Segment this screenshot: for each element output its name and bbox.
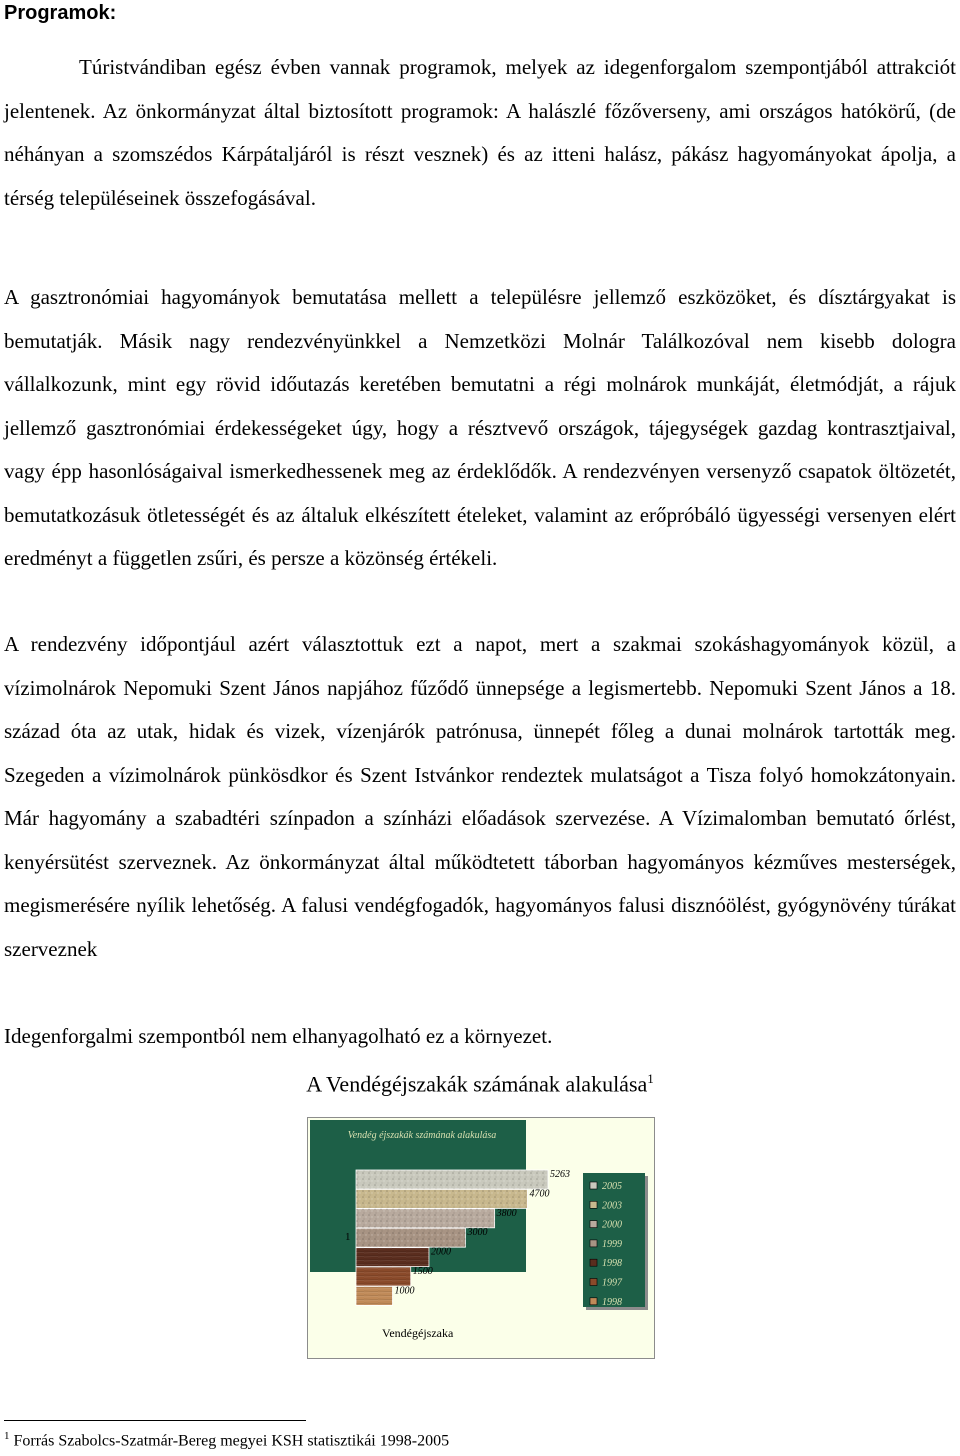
legend-swatch-1998 (590, 1298, 597, 1305)
bar-texture-4700 (356, 1189, 527, 1208)
bar-texture-1000 (356, 1286, 392, 1305)
footnote (4, 1430, 449, 1450)
legend-swatch-1998 (590, 1259, 597, 1266)
chart-container (307, 1117, 655, 1359)
legend-swatch-2000 (590, 1221, 597, 1228)
legend-label-2000: 2000 (602, 1219, 622, 1231)
legend-label-1998: 1998 (602, 1258, 622, 1270)
data-label-1000: 1000 (394, 1285, 415, 1297)
bar-texture-5263 (356, 1170, 548, 1189)
legend-swatch-2003 (590, 1201, 597, 1208)
data-label-3800: 3800 (496, 1207, 517, 1219)
data-label-3000: 3000 (467, 1227, 488, 1239)
footnote-divider (4, 1420, 306, 1421)
x-axis-label: Vendégéjszaka (382, 1326, 454, 1340)
legend (583, 1173, 648, 1310)
legend-swatch-1997 (590, 1279, 597, 1286)
data-label-2000: 2000 (430, 1246, 451, 1258)
paragraph-3: A rendezvény időpontjául azért választottuk ezt a napot, mert a szakmai szokáshagyományok közül, a vízimolnárok Nepomuki Szent János napjához fűződő ünnepsége a legismertebb. Nepomuki Szent János a 18. század óta az utak, hidak és vizek, vízenjárók patrónusa, ünnepét főleg a dunai molnárok tartották meg. Szegeden a vízimolnárok pünkösdkor és Szent Istvánkor rendeztek mulatságot a Tisza folyó homokzátonyain. Már hagyomány a szabadtéri színpadon a színházi előadások szervezése. A Vízimalomban bemutató őrlést, kenyérsütést szerveznek. Az önkormányzat által működtetett táborban hagyományos kézműves mesterségek, megismerésére nyílik lehetőség. A falusi vendégfogadók, hagyományos falusi disznóölést, gyógynövény túrákat szerveznek (4, 632, 956, 961)
data-label-4700: 4700 (529, 1188, 550, 1200)
legend-swatch-1999 (590, 1240, 597, 1247)
bar-texture-2000 (356, 1248, 429, 1267)
category-label: 1 (345, 1231, 351, 1243)
data-label-1500: 1500 (412, 1266, 433, 1277)
legend-label-1997: 1997 (602, 1277, 622, 1289)
paragraph-4: Idegenforgalmi szempontból nem elhanyagolható ez a környezet. (4, 1024, 553, 1048)
legend-label-1998: 1998 (602, 1296, 622, 1308)
footnote-mark: 1 (4, 1430, 10, 1442)
footnote-text: Forrás Szabolcs-Szatmár-Bereg megyei KSH statisztikái 1998-2005 (9, 1432, 450, 1450)
chart-inner-title: Vendég éjszakák számának alakulása (347, 1130, 497, 1141)
legend-label-2003: 2003 (602, 1200, 622, 1212)
legend-swatch-2005 (590, 1182, 597, 1189)
chart-caption (0, 1071, 960, 1097)
page-heading: Programok: (4, 2, 117, 24)
bar-texture-1500 (356, 1267, 411, 1286)
legend-label-1999: 1999 (602, 1238, 622, 1250)
data-label-5263: 5263 (550, 1169, 570, 1180)
paragraph-2: A gasztronómiai hagyományok bemutatása mellett a településre jellemző eszközöket, és dísztárgyakat is bemutatják. Másik nagy rendezvényünkkel a Nemzetközi Molnár Találkozóval nem kisebb dologra vállalkozunk, mint egy rövid időutazás keretében bemutatni a régi molnárok munkáját, életmódját, a rájuk jellemző gasztronómiai érdekességeket úgy, hogy a résztvevő országok, tájegységek gazdag kontrasztjaival, vagy épp hasonlóságaival ismerkedhessenek meg az érdeklődők. A rendezvényen versenyző csapatok öltözetét, bemutatkozásuk ötletességét és az általuk elkészített ételeket, valamint az erőpróbáló ügyességi versenyen elért eredményt a független zsűri, és persze a közönség értékeli. (4, 285, 956, 570)
chart-caption-text: A Vendégéjszakák számának alakulása (306, 1071, 648, 1097)
legend-label-2005: 2005 (602, 1181, 622, 1192)
chart-caption-footnote-mark: 1 (647, 1071, 654, 1086)
bar-texture-3000 (356, 1228, 465, 1247)
paragraph-1: Túristvándiban egész évben vannak programok, melyek az idegenforgalom szempontjából attrakciót jelentenek. Az önkormányzat által biztosított programok: A halászlé főzőverseny, ami országos hatókörű, (de néhányan a szomszédos Kárpátaljáról is részt vesznek) és az itteni halász, pákász hagyományokat ápolja, a térség településeinek összefogásával. (4, 55, 956, 210)
bar-texture-3800 (356, 1209, 495, 1228)
bar-chart (308, 1118, 654, 1358)
